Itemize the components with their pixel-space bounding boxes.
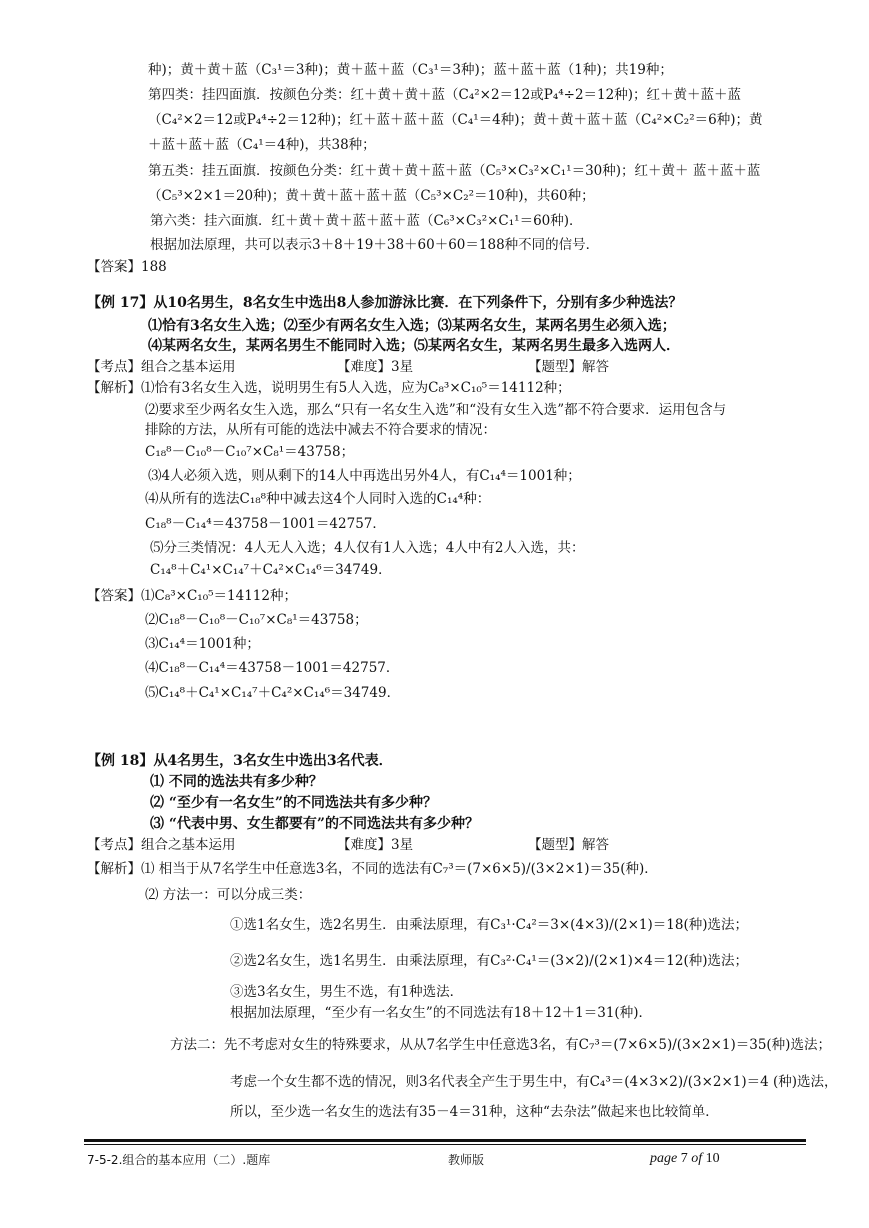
solution-line: 方法二：先不考虑对女生的特殊要求，从从7名学生中任意选3名，有C₇³＝(7×6×5)/(3×2×1)＝35(种)选法； (170, 1037, 831, 1053)
footer-rule (84, 1139, 806, 1142)
answer-line: 【答案】188 (87, 259, 167, 275)
meta-tixing: 【题型】解答 (528, 359, 609, 375)
solution-line: 排除的方法，从所有可能的选法中减去不符合要求的情况： (145, 422, 496, 438)
page-of: of (691, 1151, 703, 1166)
formula-line: C₁₄⁸＋C₄¹×C₁₄⁷＋C₄²×C₁₄⁶＝34749． (150, 562, 392, 578)
formula-line: C₁₈⁸－C₁₄⁴＝43758－1001＝42757． (145, 516, 386, 532)
answer-line: 【答案】⑴C₈³×C₁₀⁵＝14112种； (87, 588, 297, 604)
solution-line: 所以，至少选一名女生的选法有35－4＝31种，这种“去杂法”做起来也比较简单． (230, 1104, 719, 1120)
page-prefix: page (650, 1151, 678, 1166)
example-17-question: ⑴恰有3名女生入选；⑵至少有两名女生入选；⑶某两名女生，某两名男生必须入选； (148, 318, 676, 334)
meta-nandu: 【难度】3星 (337, 837, 414, 853)
example-17-title: 【例 17】从10名男生，8名女生中选出8人参加游泳比赛．在下列条件下，分别有多少种选法？ (87, 295, 683, 311)
footer-edition: 教师版 (448, 1153, 485, 1167)
example-18-question: ⑴ 不同的选法共有多少种？ (150, 774, 323, 790)
text-line: 第四类：挂四面旗．按颜色分类：红＋黄＋黄＋蓝（C₄²×2＝12或P₄⁴÷2＝12种)；红＋黄＋蓝＋蓝 (148, 87, 741, 103)
solution-line: ⑶4人必须入选，则从剩下的14人中再选出另外4人，有C₁₄⁴＝1001种； (148, 468, 581, 484)
formula-line: C₁₈⁸－C₁₀⁸－C₁₀⁷×C₈¹＝43758； (145, 444, 355, 460)
answer-line: ⑸C₁₄⁸＋C₄¹×C₁₄⁷＋C₄²×C₁₄⁶＝34749． (145, 685, 401, 701)
text-line: （C₅³×2×1＝20种)；黄＋黄＋蓝＋蓝＋蓝（C₅³×C₂²＝10种)，共60种； (148, 188, 595, 204)
meta-kaodian: 【考点】组合之基本运用 (87, 359, 236, 375)
answer-line: ⑶C₁₄⁴＝1001种； (145, 636, 260, 652)
meta-kaodian: 【考点】组合之基本运用 (87, 837, 236, 853)
solution-line: ⑵ 方法一：可以分成三类： (145, 887, 312, 903)
meta-tixing: 【题型】解答 (528, 837, 609, 853)
text-line: （C₄²×2＝12或P₄⁴÷2＝12种)；红＋蓝＋蓝＋蓝（C₄¹＝4种)；黄＋黄＋蓝＋蓝（C₄²×C₂²＝6种)；黄 (148, 112, 763, 128)
example-18-question: ⑵ “至少有一名女生”的不同选法共有多少种？ (150, 795, 437, 811)
example-18-question: ⑶ “代表中男、女生都要有”的不同选法共有多少种？ (150, 816, 479, 832)
solution-line: 根据加法原理，“至少有一名女生”的不同选法有18＋12＋1＝31(种)． (230, 1005, 652, 1021)
solution-line: ②选2名女生，选1名男生．由乘法原理，有C₃²·C₄¹＝(3×2)/(2×1)×4＝12(种)选法； (230, 953, 748, 969)
text-line: 种)；黄＋黄＋蓝（C₃¹＝3种)；黄＋蓝＋蓝（C₃¹＝3种)；蓝＋蓝＋蓝（1种)；共19种； (148, 62, 673, 78)
text-line: 第六类：挂六面旗．红＋黄＋黄＋蓝＋蓝＋蓝（C₆³×C₃²×C₁¹＝60种)． (150, 213, 583, 229)
text-line: ＋蓝＋蓝＋蓝（C₄¹＝4种)，共38种； (148, 137, 376, 153)
text-line: 根据加法原理，共可以表示3＋8＋19＋38＋60＋60＝188种不同的信号． (150, 237, 600, 253)
solution-line: ⑷从所有的选法C₁₈⁸种中减去这4个人同时入选的C₁₄⁴种： (145, 491, 491, 507)
answer-line: ⑷C₁₈⁸－C₁₄⁴＝43758－1001＝42757． (145, 660, 400, 676)
example-17-question: ⑷某两名女生，某两名男生不能同时入选；⑸某两名女生，某两名男生最多入选两人． (148, 338, 680, 354)
meta-nandu: 【难度】3星 (337, 359, 414, 375)
solution-line: 【解析】⑴恰有3名女生入选，说明男生有5人入选，应为C₈³×C₁₀⁵＝14112种； (87, 380, 571, 396)
footer-rule (84, 1144, 806, 1145)
page-total: 10 (705, 1151, 720, 1166)
solution-line: ⑸分三类情况：4人无人入选；4人仅有1人入选；4人中有2人入选，共： (150, 540, 585, 556)
solution-line: ①选1名女生，选2名男生．由乘法原理，有C₃¹·C₄²＝3×(4×3)/(2×1)＝18(种)选法； (230, 917, 748, 933)
footer-title: 7-5-2.组合的基本应用（二）.题库 (87, 1153, 271, 1167)
page-number (650, 1151, 720, 1167)
solution-line: ③选3名女生，男生不选，有1种选法． (230, 984, 464, 1000)
solution-line: 考虑一个女生都不选的情况，则3名代表全产生于男生中，有C₄³＝(4×3×2)/(3×2×1)＝4 (种)选法， (230, 1074, 838, 1090)
example-18-title: 【例 18】从4名男生，3名女生中选出3名代表． (87, 753, 393, 769)
text-line: 第五类：挂五面旗．按颜色分类：红＋黄＋黄＋蓝＋蓝（C₅³×C₃²×C₁¹＝30种)；红＋黄＋ 蓝＋蓝＋蓝 (148, 163, 761, 179)
page-current: 7 (680, 1151, 688, 1166)
answer-line: ⑵C₁₈⁸－C₁₀⁸－C₁₀⁷×C₈¹＝43758； (145, 612, 368, 628)
solution-line: ⑵要求至少两名女生入选，那么“只有一名女生入选”和“没有女生入选”都不符合要求．运用包含与 (145, 402, 727, 418)
solution-line: 【解析】⑴ 相当于从7名学生中任意选3名，不同的选法有C₇³＝(7×6×5)/(3×2×1)＝35(种)． (87, 861, 658, 877)
